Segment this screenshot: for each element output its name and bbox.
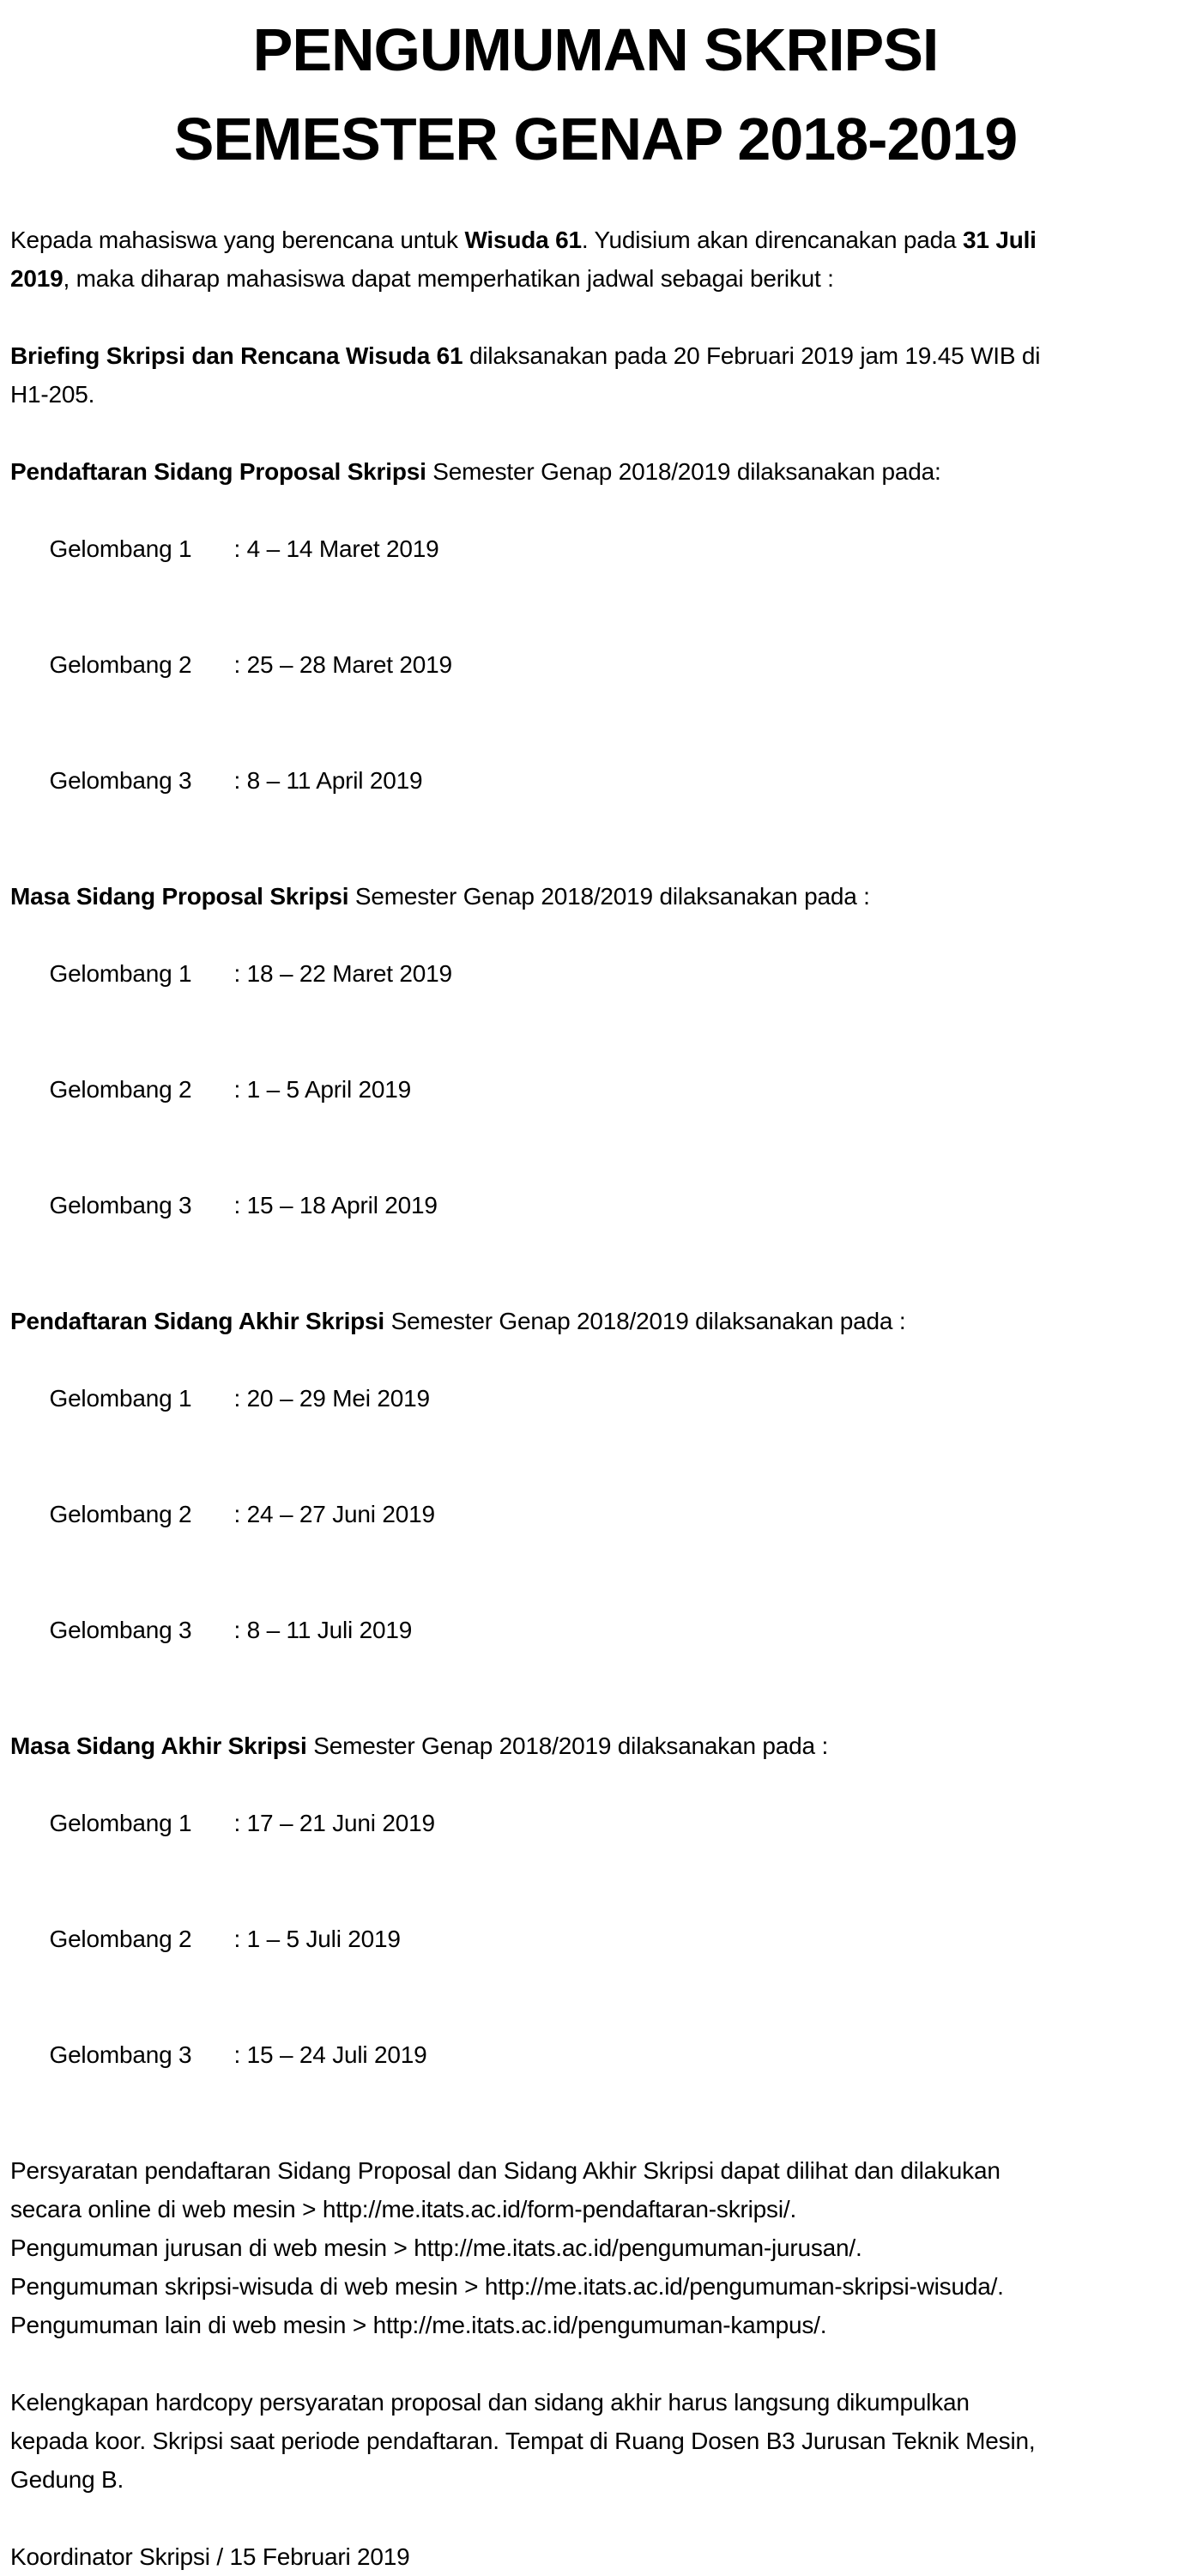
text-segment: Pendaftaran Sidang Proposal Skripsi (10, 458, 426, 485)
requirements-line-skripsi-wisuda-url: Pengumuman skripsi-wisuda di web mesin > http://me.itats.ac.id/pengumuman-skripsi-wisuda/. (10, 2273, 1004, 2300)
requirements-paragraph (10, 2151, 1181, 2344)
schedule-row (10, 1147, 1181, 1263)
gelombang-label: Gelombang 1 (49, 1385, 192, 1412)
section-pendaftaran-sidang-akhir (10, 1302, 1181, 1688)
gelombang-label: Gelombang 3 (49, 767, 192, 794)
text-segment: Masa Sidang Akhir Skripsi (10, 1732, 307, 1759)
section-heading (10, 1726, 1181, 1765)
text-segment: H1-205. (10, 381, 95, 408)
text-segment: Semester Genap 2018/2019 dilaksanakan pada : (384, 1308, 906, 1334)
section-pendaftaran-sidang-proposal (10, 452, 1181, 838)
text-segment: Briefing Skripsi dan Rencana Wisuda 61 (10, 342, 463, 369)
schedule-row (10, 1572, 1181, 1688)
gelombang-dates: : 20 – 29 Mei 2019 (233, 1385, 430, 1412)
schedule-row (10, 1031, 1181, 1147)
gelombang-dates: : 15 – 18 April 2019 (233, 1192, 438, 1218)
document-title (10, 5, 1181, 184)
gelombang-dates: : 1 – 5 April 2019 (233, 1076, 412, 1103)
intro-line-1 (10, 221, 1181, 259)
schedule-row (10, 916, 1181, 1031)
gelombang-label: Gelombang 1 (49, 1810, 192, 1836)
section-heading (10, 452, 1181, 491)
gelombang-dates: : 4 – 14 Maret 2019 (233, 535, 439, 562)
gelombang-dates: : 24 – 27 Juni 2019 (233, 1501, 435, 1527)
text-segment: Kepada mahasiswa yang berencana untuk (10, 227, 465, 253)
schedule-row (10, 1456, 1181, 1572)
section-masa-sidang-akhir (10, 1726, 1181, 2113)
intro-paragraph (10, 221, 1181, 298)
section-masa-sidang-proposal (10, 877, 1181, 1263)
hardcopy-paragraph (10, 2383, 1181, 2499)
gelombang-dates: : 8 – 11 Juli 2019 (233, 1617, 413, 1643)
text-segment: Semester Genap 2018/2019 dilaksanakan pada: (426, 458, 941, 485)
text-segment: Pendaftaran Sidang Akhir Skripsi (10, 1308, 385, 1334)
intro-line-2 (10, 259, 1181, 298)
text-segment: Masa Sidang Proposal Skripsi (10, 883, 349, 910)
schedule-row (10, 1340, 1181, 1456)
text-segment: Wisuda 61 (464, 227, 582, 253)
gelombang-label: Gelombang 1 (49, 535, 192, 562)
text-segment: , maka diharap mahasiswa dapat memperhatikan jadwal sebagai berikut : (63, 265, 834, 292)
text-segment: 31 Juli (963, 227, 1037, 253)
briefing-line-1 (10, 336, 1181, 375)
gelombang-label: Gelombang 2 (49, 1076, 192, 1103)
gelombang-dates: : 25 – 28 Maret 2019 (233, 651, 452, 678)
signature-line: Koordinator Skripsi / 15 Februari 2019 (10, 2543, 410, 2570)
schedule-row (10, 1765, 1181, 1881)
requirements-line-kampus-url: Pengumuman lain di web mesin > http://me.itats.ac.id/pengumuman-kampus/. (10, 2312, 827, 2338)
schedule-row (10, 491, 1181, 607)
schedule-row (10, 1881, 1181, 1997)
gelombang-dates: : 8 – 11 April 2019 (233, 767, 423, 794)
gelombang-label: Gelombang 2 (49, 651, 192, 678)
briefing-line-2 (10, 375, 1181, 414)
hardcopy-line-3: Gedung B. (10, 2466, 124, 2493)
gelombang-label: Gelombang 2 (49, 1501, 192, 1527)
text-segment: Semester Genap 2018/2019 dilaksanakan pada : (348, 883, 870, 910)
title-line-2: SEMESTER GENAP 2018-2019 (173, 106, 1018, 172)
section-heading (10, 1302, 1181, 1340)
gelombang-label: Gelombang 1 (49, 960, 192, 987)
gelombang-dates: : 18 – 22 Maret 2019 (233, 960, 452, 987)
text-segment: . Yudisium akan direncanakan pada (581, 227, 963, 253)
gelombang-label: Gelombang 3 (49, 2041, 192, 2068)
gelombang-dates: : 15 – 24 Juli 2019 (233, 2041, 427, 2068)
gelombang-label: Gelombang 2 (49, 1926, 192, 1952)
schedule-row (10, 723, 1181, 838)
gelombang-dates: : 17 – 21 Juni 2019 (233, 1810, 435, 1836)
gelombang-label: Gelombang 3 (49, 1617, 192, 1643)
briefing-paragraph (10, 336, 1181, 414)
text-segment: 2019 (10, 265, 63, 292)
gelombang-label: Gelombang 3 (49, 1192, 192, 1218)
schedule-row (10, 607, 1181, 723)
gelombang-dates: : 1 – 5 Juli 2019 (233, 1926, 401, 1952)
text-segment: dilaksanakan pada 20 Februari 2019 jam 19.45 WIB di (462, 342, 1041, 369)
signature-block (10, 2537, 1181, 2576)
schedule-row (10, 1997, 1181, 2113)
requirements-line-jurusan-url: Pengumuman jurusan di web mesin > http://me.itats.ac.id/pengumuman-jurusan/. (10, 2234, 862, 2261)
requirements-line-1: Persyaratan pendaftaran Sidang Proposal dan Sidang Akhir Skripsi dapat dilihat dan dilakukan (10, 2157, 1001, 2184)
text-segment: Semester Genap 2018/2019 dilaksanakan pada : (306, 1732, 829, 1759)
requirements-line-form-url: secara online di web mesin > http://me.itats.ac.id/form-pendaftaran-skripsi/. (10, 2196, 797, 2222)
section-heading (10, 877, 1181, 916)
hardcopy-line-1: Kelengkapan hardcopy persyaratan proposal dan sidang akhir harus langsung dikumpulkan (10, 2389, 970, 2416)
hardcopy-line-2: kepada koor. Skripsi saat periode pendaftaran. Tempat di Ruang Dosen B3 Jurusan Teknik Mesin, (10, 2428, 1036, 2454)
title-line-1: PENGUMUMAN SKRIPSI (252, 16, 939, 83)
